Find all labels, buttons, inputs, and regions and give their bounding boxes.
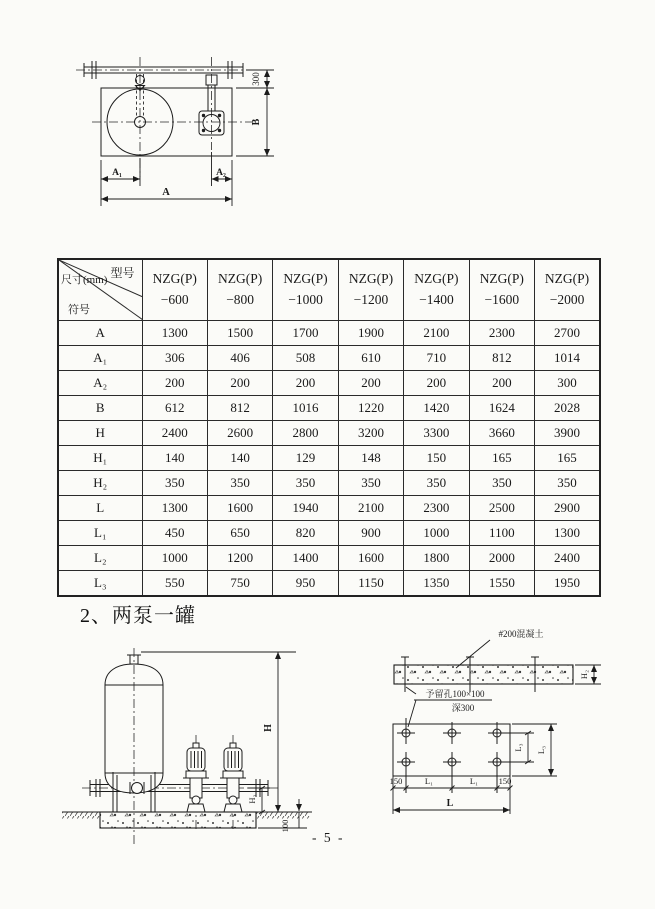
table-cell: 406 xyxy=(207,346,272,371)
table-cell: 2900 xyxy=(535,496,600,521)
table-cell: 650 xyxy=(207,521,272,546)
table-cell: 900 xyxy=(338,521,403,546)
column-header-size: −800 xyxy=(226,292,255,307)
elev-dim-H: H xyxy=(263,724,274,732)
foundation-dim-L3-inner: L₃ xyxy=(513,743,523,752)
foundation-drawing xyxy=(390,628,601,814)
corner-label-dimension: 尺寸(mm) xyxy=(61,274,108,286)
column-header-size: −1400 xyxy=(419,292,454,307)
table-cell: 150 xyxy=(404,446,469,471)
table-row xyxy=(58,571,600,597)
table-cell: 3200 xyxy=(338,421,403,446)
table-cell: 1900 xyxy=(338,321,403,346)
table-cell: 1624 xyxy=(469,396,534,421)
hole-depth-label: 深300 xyxy=(451,703,475,713)
table-cell: 1400 xyxy=(273,546,338,571)
table-cell: 140 xyxy=(142,446,207,471)
foundation-dim-L: L xyxy=(446,798,454,809)
table-row xyxy=(58,496,600,521)
table-row xyxy=(58,396,600,421)
column-header xyxy=(142,259,207,321)
table-cell: 1014 xyxy=(535,346,600,371)
corner-label-model: 型号 xyxy=(110,266,135,280)
table-row xyxy=(58,446,600,471)
row-symbol: A xyxy=(58,321,142,346)
row-symbol: H xyxy=(58,421,142,446)
column-header xyxy=(535,259,600,321)
table-cell: 306 xyxy=(142,346,207,371)
table-cell: 2400 xyxy=(535,546,600,571)
table-cell: 350 xyxy=(404,471,469,496)
table-cell: 1600 xyxy=(338,546,403,571)
table-cell: 812 xyxy=(207,396,272,421)
table-cell: 1940 xyxy=(273,496,338,521)
table-cell: 1000 xyxy=(404,521,469,546)
foundation-dim-L1-right: L₁ xyxy=(469,776,479,786)
table-cell: 1300 xyxy=(535,521,600,546)
table-cell: 1420 xyxy=(404,396,469,421)
row-symbol: A₁ xyxy=(58,346,142,371)
column-header-model: NZG(P) xyxy=(283,271,328,287)
table-cell: 3300 xyxy=(404,421,469,446)
column-header-size: −1000 xyxy=(288,292,323,307)
section-heading: 2、两泵一罐 xyxy=(80,605,196,627)
plan-dim-A2: A₂ xyxy=(216,168,226,178)
foundation-dim-150-left: 150 xyxy=(389,776,403,786)
table-cell: 1600 xyxy=(207,496,272,521)
table-cell: 2100 xyxy=(404,321,469,346)
table-cell: 1700 xyxy=(273,321,338,346)
column-header-model: NZG(P) xyxy=(348,271,394,287)
elevation-drawing xyxy=(62,648,312,845)
table-cell: 2300 xyxy=(404,496,469,521)
table-cell: 610 xyxy=(338,346,403,371)
column-header xyxy=(469,259,534,321)
table-cell: 1150 xyxy=(338,571,403,597)
table-cell: 350 xyxy=(207,471,272,496)
column-header-size: −2000 xyxy=(549,292,585,307)
table-cell: 1300 xyxy=(142,321,207,346)
row-symbol: A₂ xyxy=(58,371,142,396)
table-cell: 200 xyxy=(404,371,469,396)
column-header-size: −1200 xyxy=(353,292,389,307)
table-cell: 350 xyxy=(142,471,207,496)
column-header xyxy=(273,259,338,321)
column-header-size: −1600 xyxy=(484,292,520,307)
table-cell: 200 xyxy=(273,371,338,396)
row-symbol: L₁ xyxy=(58,521,142,546)
table-cell: 2600 xyxy=(207,421,272,446)
table-row xyxy=(58,421,600,446)
table-row xyxy=(58,371,600,396)
row-symbol: H₂ xyxy=(58,471,142,496)
table-cell: 1500 xyxy=(207,321,272,346)
table-cell: 200 xyxy=(207,371,272,396)
column-header-model: NZG(P) xyxy=(414,271,459,287)
table-cell: 950 xyxy=(273,571,338,597)
dimension-table-body xyxy=(58,321,600,597)
table-cell: 350 xyxy=(535,471,600,496)
column-header-model: NZG(P) xyxy=(479,271,524,287)
table-cell: 1300 xyxy=(142,496,207,521)
table-cell: 165 xyxy=(469,446,534,471)
table-cell: 820 xyxy=(273,521,338,546)
table-row xyxy=(58,471,600,496)
table-cell: 2800 xyxy=(273,421,338,446)
plan-dim-A1: A₁ xyxy=(112,168,122,178)
table-cell: 550 xyxy=(142,571,207,597)
table-cell: 1220 xyxy=(338,396,403,421)
corner-label-symbol: 符号 xyxy=(68,304,90,316)
table-cell: 200 xyxy=(338,371,403,396)
table-row xyxy=(58,346,600,371)
plan-dim-A: A xyxy=(162,187,170,198)
table-row xyxy=(58,521,600,546)
table-header-row xyxy=(58,259,600,321)
elev-dim-100: 100 xyxy=(280,819,290,833)
table-cell: 350 xyxy=(273,471,338,496)
table-cell: 1350 xyxy=(404,571,469,597)
table-cell: 1800 xyxy=(404,546,469,571)
table-cell: 612 xyxy=(142,396,207,421)
table-cell: 812 xyxy=(469,346,534,371)
table-cell: 129 xyxy=(273,446,338,471)
foundation-dim-L3-outer: L₃ xyxy=(536,745,546,755)
table-cell: 1550 xyxy=(469,571,534,597)
table-row xyxy=(58,546,600,571)
table-cell: 1000 xyxy=(142,546,207,571)
table-cell: 350 xyxy=(469,471,534,496)
concrete-grade-label: #200混凝土 xyxy=(498,629,544,639)
plan-view-drawing xyxy=(76,57,274,206)
table-cell: 508 xyxy=(273,346,338,371)
table-corner-cell xyxy=(58,259,142,321)
table-cell: 1100 xyxy=(469,521,534,546)
dimension-table xyxy=(57,258,601,597)
row-symbol: L₃ xyxy=(58,571,142,597)
reserved-hole-label: 予留孔100×100 xyxy=(425,689,485,699)
row-symbol: L₂ xyxy=(58,546,142,571)
table-cell: 2700 xyxy=(535,321,600,346)
table-row xyxy=(58,321,600,346)
table-cell: 300 xyxy=(535,371,600,396)
table-cell: 350 xyxy=(338,471,403,496)
foundation-dim-150-right: 150 xyxy=(498,776,512,786)
column-header xyxy=(338,259,403,321)
column-header-model: NZG(P) xyxy=(152,271,197,287)
table-cell: 3660 xyxy=(469,421,534,446)
table-cell: 1950 xyxy=(535,571,600,597)
table-cell: 2300 xyxy=(469,321,534,346)
row-symbol: B xyxy=(58,396,142,421)
table-cell: 710 xyxy=(404,346,469,371)
foundation-dim-H2: H₂ xyxy=(579,669,589,680)
table-cell: 200 xyxy=(142,371,207,396)
column-header-model: NZG(P) xyxy=(544,271,590,287)
column-header-model: NZG(P) xyxy=(218,271,263,287)
table-cell: 2028 xyxy=(535,396,600,421)
table-cell: 2000 xyxy=(469,546,534,571)
table-cell: 1016 xyxy=(273,396,338,421)
page-number: - 5 - xyxy=(312,830,345,845)
row-symbol: H₁ xyxy=(58,446,142,471)
table-cell: 148 xyxy=(338,446,403,471)
column-header xyxy=(207,259,272,321)
table-cell: 165 xyxy=(535,446,600,471)
table-cell: 200 xyxy=(469,371,534,396)
table-cell: 140 xyxy=(207,446,272,471)
table-cell: 1200 xyxy=(207,546,272,571)
plan-dim-B: B xyxy=(251,118,262,126)
table-cell: 2100 xyxy=(338,496,403,521)
table-cell: 750 xyxy=(207,571,272,597)
table-cell: 450 xyxy=(142,521,207,546)
row-symbol: L xyxy=(58,496,142,521)
table-cell: 3900 xyxy=(535,421,600,446)
plan-dim-300: 300 xyxy=(251,72,261,86)
table-cell: 2500 xyxy=(469,496,534,521)
foundation-dim-L1-left: L₁ xyxy=(424,776,434,786)
elev-dim-H2: H₂ xyxy=(247,794,257,804)
column-header xyxy=(404,259,469,321)
column-header-size: −600 xyxy=(160,292,189,307)
table-cell: 2400 xyxy=(142,421,207,446)
